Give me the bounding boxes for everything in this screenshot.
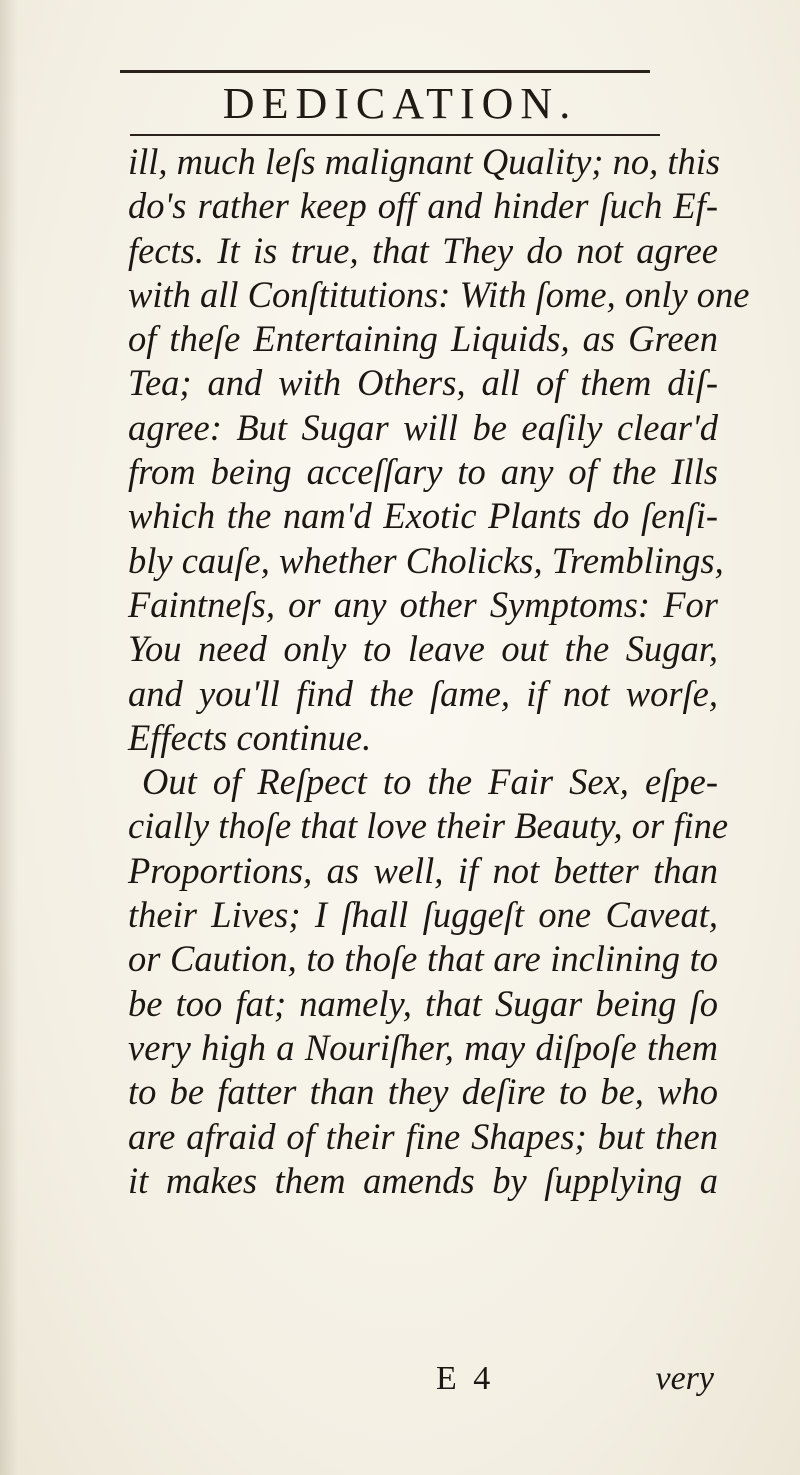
text-line: You need only to leave out the Sugar,	[128, 628, 718, 670]
text-line: and you'll find the ſame, if not worſe,	[128, 672, 718, 714]
text-line: bly cauſe, whether Cholicks, Tremblings,	[128, 539, 724, 581]
text-line: do's rather keep off and hinder ſuch Ef-	[128, 185, 718, 227]
page-footer	[128, 1360, 718, 1404]
text-line: Effects continue.	[128, 716, 372, 758]
signature-mark: E 4	[436, 1360, 495, 1397]
text-line: Out of Reſpect to the Fair Sex, eſpe-	[142, 761, 718, 803]
text-line: agree: But Sugar will be eaſily clear'd	[128, 406, 718, 448]
text-line: ill, much leſs malignant Quality; no, this	[128, 141, 721, 182]
catchword: very	[655, 1360, 714, 1397]
text-line: be too fat; namely, that Sugar being ſo	[128, 982, 718, 1024]
gutter-shadow	[0, 0, 18, 1475]
text-line: fects. It is true, that They do not agree	[128, 229, 718, 271]
text-line: from being acceſſary to any of the Ills	[128, 451, 718, 493]
text-line: cially thoſe that love their Beauty, or fine	[128, 805, 729, 847]
text-line: Proportions, as well, if not better than	[128, 849, 718, 891]
text-line: Tea; and with Others, all of them diſ-	[128, 362, 718, 404]
text-line: are afraid of their fine Shapes; but then	[128, 1115, 718, 1157]
text-line: or Caution, to thoſe that are inclining to	[128, 938, 718, 980]
text-line: of theſe Entertaining Liquids, as Green	[128, 318, 718, 360]
text-line: which the nam'd Exotic Plants do ſenſi-	[128, 495, 718, 537]
text-line: very high a Nouriſher, may diſpoſe them	[128, 1026, 718, 1068]
text-line: it makes them amends by ſupplying a	[128, 1159, 718, 1201]
header-rule-bottom	[130, 134, 660, 136]
header-rule-top	[120, 70, 650, 73]
text-line: their Lives; I ſhall ſuggeſt one Caveat,	[128, 894, 718, 936]
page-title: DEDICATION.	[222, 79, 578, 128]
text-line: Faintneſs, or any other Symptoms: For	[128, 583, 718, 625]
text-line: to be fatter than they deſire to be, who	[128, 1071, 718, 1113]
text-line: with all Conſtitutions: With ſome, only one	[128, 273, 750, 315]
body-text	[128, 140, 750, 1203]
